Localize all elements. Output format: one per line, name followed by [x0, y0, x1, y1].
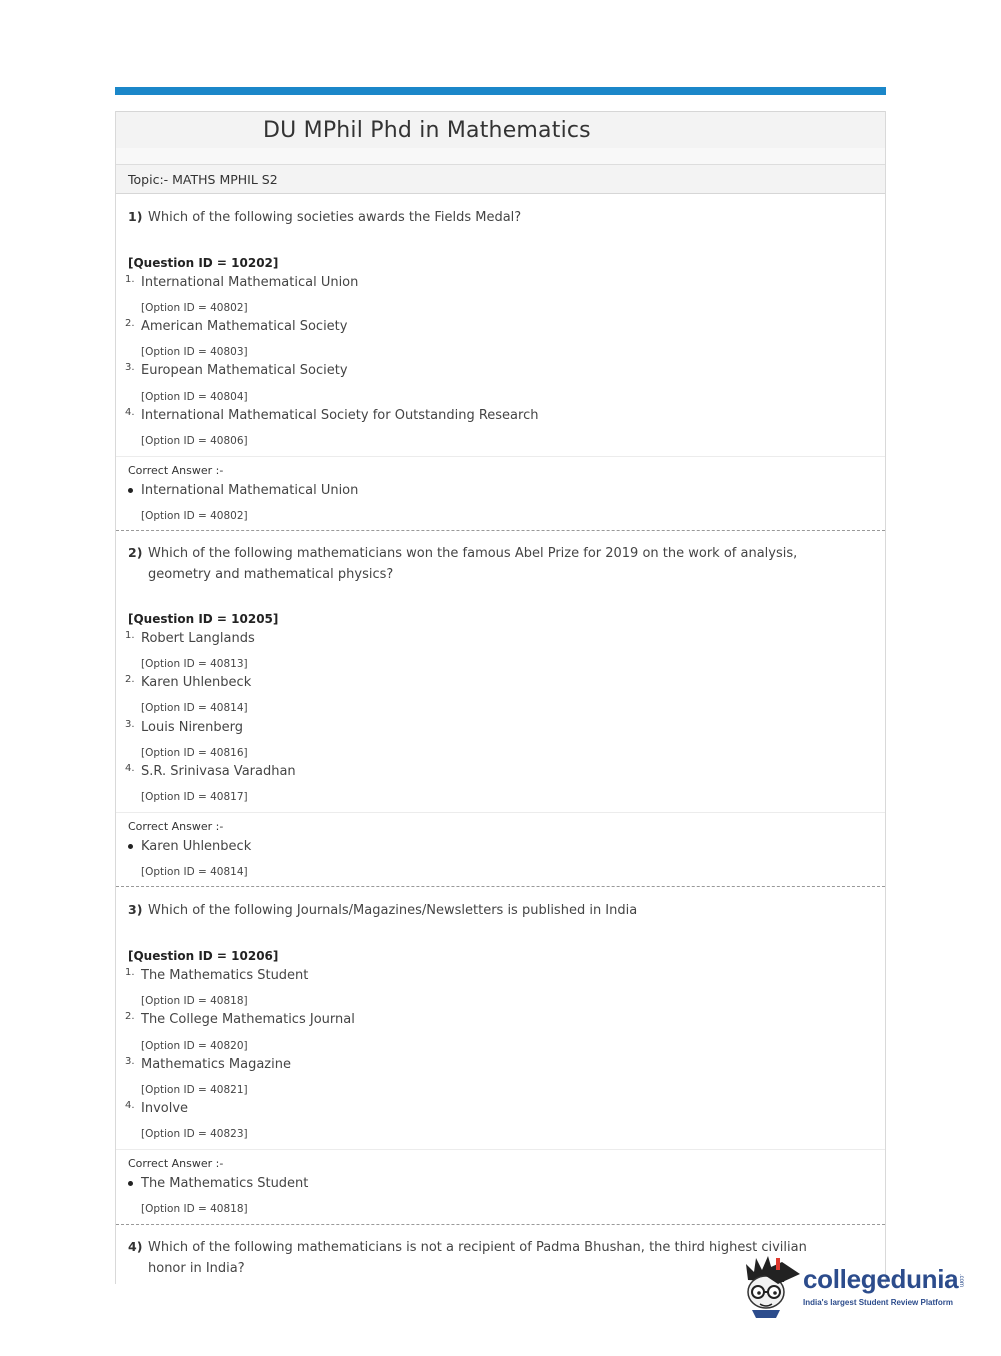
question-text: Which of the following Journals/Magazines/Newsletters is published in India: [148, 903, 638, 918]
correct-answer-id: [Option ID = 40818]: [141, 1203, 248, 1215]
option-number: 3.: [125, 719, 135, 730]
logo-brand-text: collegedunia: [803, 1264, 959, 1294]
option-text: European Mathematical Society: [141, 363, 348, 378]
logo-domain-suffix: .com: [958, 1274, 964, 1288]
correct-answer-id: [Option ID = 40802]: [141, 510, 248, 522]
topic-header: [116, 165, 885, 194]
option-text: Karen Uhlenbeck: [141, 675, 252, 690]
option-text: Louis Nirenberg: [141, 720, 243, 735]
option-number: 1.: [125, 630, 135, 641]
option-id: [Option ID = 40821]: [141, 1084, 248, 1096]
question-id: [Question ID = 10202]: [128, 256, 279, 270]
option-number: 3.: [125, 362, 135, 373]
option-text: Involve: [141, 1101, 189, 1116]
question-number: 3): [128, 902, 143, 917]
option-text: S.R. Srinivasa Varadhan: [141, 764, 296, 779]
option-text: International Mathematical Society for Outstanding Research: [141, 408, 539, 423]
option-text: Robert Langlands: [141, 631, 255, 646]
option-id: [Option ID = 40813]: [141, 658, 248, 670]
option-id: [Option ID = 40814]: [141, 702, 248, 714]
question-divider: [116, 530, 885, 531]
question-number: 2): [128, 545, 143, 560]
answer-separator: [116, 812, 885, 813]
correct-answer-text: Karen Uhlenbeck: [141, 839, 252, 854]
option-number: 4.: [125, 1100, 135, 1111]
bullet-icon: [128, 488, 133, 493]
option-id: [Option ID = 40823]: [141, 1128, 248, 1140]
option-number: 1.: [125, 274, 135, 285]
option-number: 2.: [125, 318, 135, 329]
correct-answer-id: [Option ID = 40814]: [141, 866, 248, 878]
question-number: 4): [128, 1239, 143, 1254]
option-id: [Option ID = 40803]: [141, 346, 248, 358]
question-id: [Question ID = 10206]: [128, 949, 279, 963]
question-text: Which of the following societies awards the Fields Medal?: [148, 210, 522, 225]
option-id: [Option ID = 40806]: [141, 435, 248, 447]
top-accent-bar: [115, 87, 886, 95]
option-id: [Option ID = 40816]: [141, 747, 248, 759]
option-text: American Mathematical Society: [141, 319, 348, 334]
option-number: 2.: [125, 1011, 135, 1022]
option-id: [Option ID = 40818]: [141, 995, 248, 1007]
answer-separator: [116, 456, 885, 457]
option-text: International Mathematical Union: [141, 275, 359, 290]
option-number: 2.: [125, 674, 135, 685]
topic-label: Topic:- MATHS MPHIL S2: [128, 172, 278, 187]
question-paper: [115, 111, 886, 1284]
option-id: [Option ID = 40802]: [141, 302, 248, 314]
question-text: Which of the following mathematicians won the famous Abel Prize for 2019 on the work of analysis, geometry and mathematical physics?: [148, 546, 798, 582]
question-id: [Question ID = 10205]: [128, 612, 279, 626]
option-text: The College Mathematics Journal: [141, 1012, 355, 1027]
option-number: 4.: [125, 407, 135, 418]
question-divider: [116, 886, 885, 887]
bullet-icon: [128, 1181, 133, 1186]
title-header: [116, 111, 885, 149]
question-text: Which of the following mathematicians is not a recipient of Padma Bhushan, the third highest civilian honor in India?: [148, 1240, 807, 1276]
option-text: Mathematics Magazine: [141, 1057, 291, 1072]
option-text: The Mathematics Student: [141, 968, 309, 983]
correct-answer-label: Correct Answer :-: [128, 464, 224, 477]
header-spacer: [116, 148, 885, 165]
option-number: 4.: [125, 763, 135, 774]
question-number: 1): [128, 209, 143, 224]
correct-answer-label: Correct Answer :-: [128, 1157, 224, 1170]
option-number: 1.: [125, 967, 135, 978]
mascot-icon: [742, 1254, 802, 1320]
option-id: [Option ID = 40804]: [141, 391, 248, 403]
bullet-icon: [128, 844, 133, 849]
collegedunia-logo: [742, 1254, 967, 1320]
logo-tagline: India's largest Student Review Platform: [803, 1298, 953, 1307]
option-id: [Option ID = 40820]: [141, 1040, 248, 1052]
correct-answer-text: The Mathematics Student: [141, 1176, 309, 1191]
question-divider: [116, 1224, 885, 1225]
option-id: [Option ID = 40817]: [141, 791, 248, 803]
page-title: DU MPhil Phd in Mathematics: [263, 118, 591, 143]
correct-answer-text: International Mathematical Union: [141, 483, 359, 498]
answer-separator: [116, 1149, 885, 1150]
correct-answer-label: Correct Answer :-: [128, 820, 224, 833]
option-number: 3.: [125, 1056, 135, 1067]
